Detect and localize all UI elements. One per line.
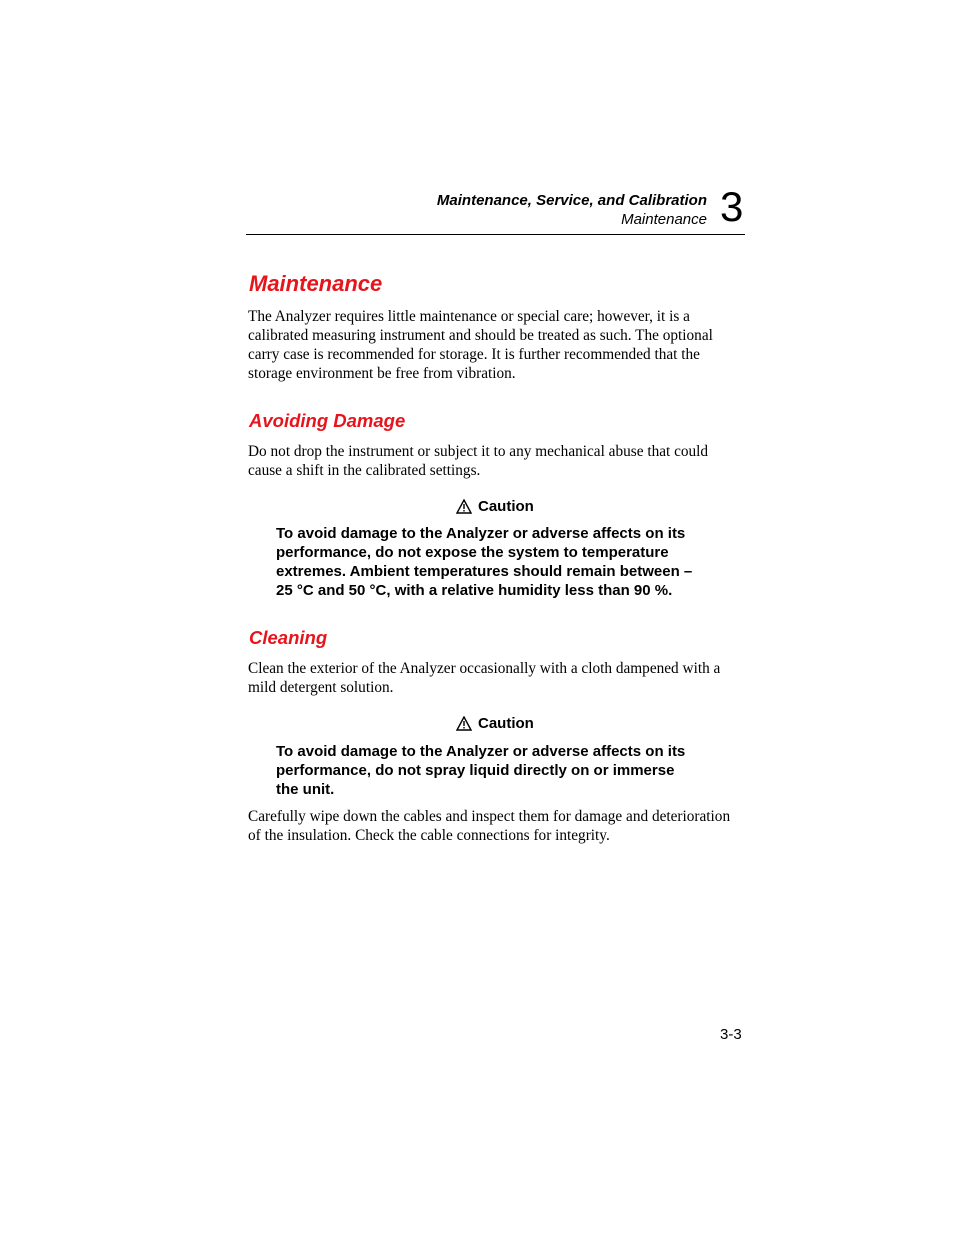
caution-line: performance, do not expose the system to temperature <box>276 544 669 561</box>
paragraph-line: of the insulation. Check the cable connections for integrity. <box>248 827 610 844</box>
paragraph-line: The Analyzer requires little maintenance or special care; however, it is a <box>248 308 690 325</box>
caution-line: 25 °C and 50 °C, with a relative humidity less than 90 %. <box>276 582 673 599</box>
caution-title-2 <box>456 715 534 732</box>
caution-title-1 <box>456 498 534 515</box>
caution-body-2 <box>276 742 726 799</box>
caution-line: extremes. Ambient temperatures should remain between – <box>276 563 693 580</box>
maintenance-heading: Maintenance <box>249 271 383 296</box>
avoiding-damage-paragraph <box>248 442 743 480</box>
running-header-chapter-title: Maintenance, Service, and Calibration <box>436 192 707 209</box>
paragraph-line: Do not drop the instrument or subject it to any mechanical abuse that could <box>248 443 709 460</box>
paragraph-line: cause a shift in the calibrated settings. <box>248 462 481 479</box>
page-number: 3-3 <box>720 1026 742 1043</box>
running-header-section-title: Maintenance <box>621 211 707 228</box>
paragraph-line: mild detergent solution. <box>248 679 394 696</box>
paragraph-line: carry case is recommended for storage. It is further recommended that the <box>248 346 700 363</box>
paragraph-line: Clean the exterior of the Analyzer occasionally with a cloth dampened with a <box>248 660 721 677</box>
caution-label: Caution <box>478 498 534 515</box>
caution-line: To avoid damage to the Analyzer or adverse affects on its <box>276 743 686 760</box>
cleaning-heading: Cleaning <box>249 627 328 648</box>
cleaning-paragraph <box>248 659 743 697</box>
paragraph-line: storage environment be free from vibration. <box>248 365 516 382</box>
caution-body-1 <box>276 524 726 600</box>
chapter-number: 3 <box>720 183 744 230</box>
paragraph-line: Carefully wipe down the cables and inspect them for damage and deterioration <box>248 808 731 825</box>
cleaning-after-paragraph <box>248 807 743 845</box>
maintenance-intro-paragraph <box>248 307 743 383</box>
caution-label: Caution <box>478 715 534 732</box>
warning-triangle-icon <box>456 716 472 731</box>
warning-triangle-icon <box>456 499 472 514</box>
avoiding-damage-heading: Avoiding Damage <box>249 410 406 431</box>
caution-line: performance, do not spray liquid directly on or immerse <box>276 762 675 779</box>
caution-line: the unit. <box>276 781 335 798</box>
header-rule <box>246 234 745 235</box>
caution-line: To avoid damage to the Analyzer or adverse affects on its <box>276 525 686 542</box>
paragraph-line: calibrated measuring instrument and should be treated as such. The optional <box>248 327 713 344</box>
